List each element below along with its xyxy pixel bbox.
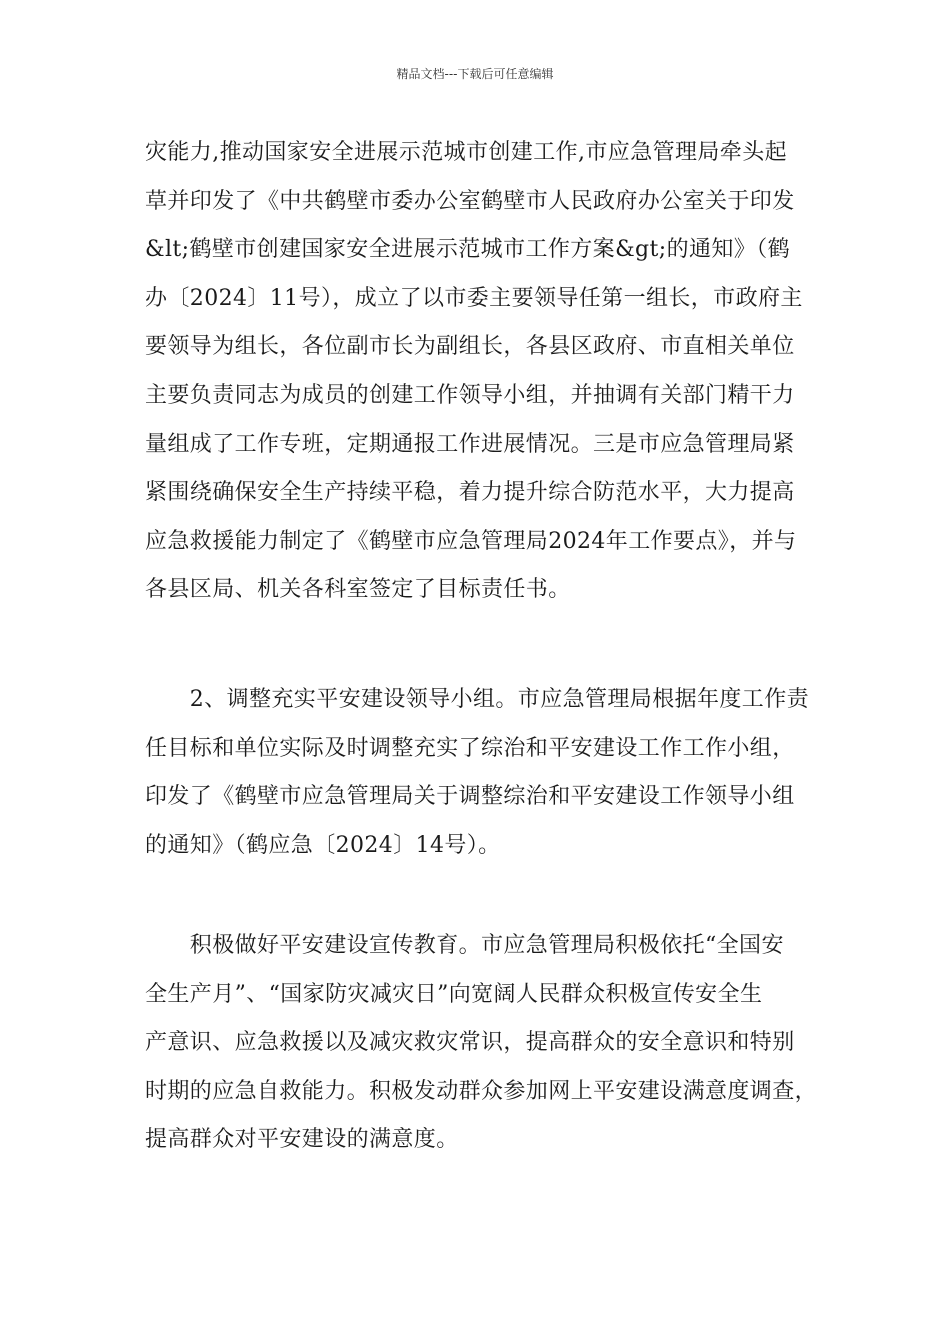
paragraph-line: 要领导为组长，各位副市长为副组长，各县区政府、市直相关单位 [145, 334, 795, 360]
paragraph-line: &lt;鹤壁市创建国家安全进展示范城市工作方案&gt;的通知》（鹤 [145, 237, 790, 263]
paragraph-line: 印发了《鹤壁市应急管理局关于调整综治和平安建设工作领导小组 [145, 784, 795, 810]
paragraph-line: 主要负责同志为成员的创建工作领导小组，并抽调有关部门精干力 [145, 382, 795, 408]
paragraph-line: 全生产月”、“国家防灾减灾日”向宽阔人民群众积极宣传安全生 [145, 981, 763, 1007]
paragraph-1 [145, 129, 815, 615]
paragraph-2 [145, 676, 815, 870]
paragraph-line: 紧围绕确保安全生产持续平稳，着力提升综合防范水平，大力提高 [145, 480, 795, 506]
paragraph-line: 应急救援能力制定了《鹤壁市应急管理局2024年工作要点》，并与 [145, 528, 797, 554]
paragraph-line: 的通知》（鹤应急〔2024〕14号）。 [145, 832, 501, 858]
page-header: 精品文档---下载后可任意编辑 [396, 67, 554, 81]
paragraph-line: 任目标和单位实际及时调整充实了综治和平安建设工作工作小组， [145, 735, 795, 761]
paragraph-line: 灾能力,推动国家安全进展示范城市创建工作,市应急管理局牵头起 [145, 140, 787, 165]
paragraph-line: 办〔2024〕11号），成立了以市委主要领导任第一组长，市政府主 [145, 285, 803, 311]
paragraph-line: 草并印发了《中共鹤壁市委办公室鹤壁市人民政府办公室关于印发 [145, 188, 795, 214]
paragraph-line: 提高群众对平安建设的满意度。 [145, 1127, 459, 1153]
paragraph-line: 各县区局、机关各科室签定了目标责任书。 [145, 577, 571, 603]
paragraph-line: 时期的应急自救能力。积极发动群众参加网上平安建设满意度调查， [145, 1078, 818, 1104]
paragraph-line: 积极做好平安建设宣传教育。市应急管理局积极依托“全国安 [145, 933, 784, 958]
paragraph-3 [145, 922, 818, 1165]
paragraph-line: 量组成了工作专班，定期通报工作进展情况。三是市应急管理局紧 [145, 431, 795, 457]
paragraph-line: 产意识、应急救援以及减灾救灾常识，提高群众的安全意识和特别 [145, 1030, 795, 1056]
paragraph-line: 2、调整充实平安建设领导小组。市应急管理局根据年度工作责 [145, 687, 809, 712]
